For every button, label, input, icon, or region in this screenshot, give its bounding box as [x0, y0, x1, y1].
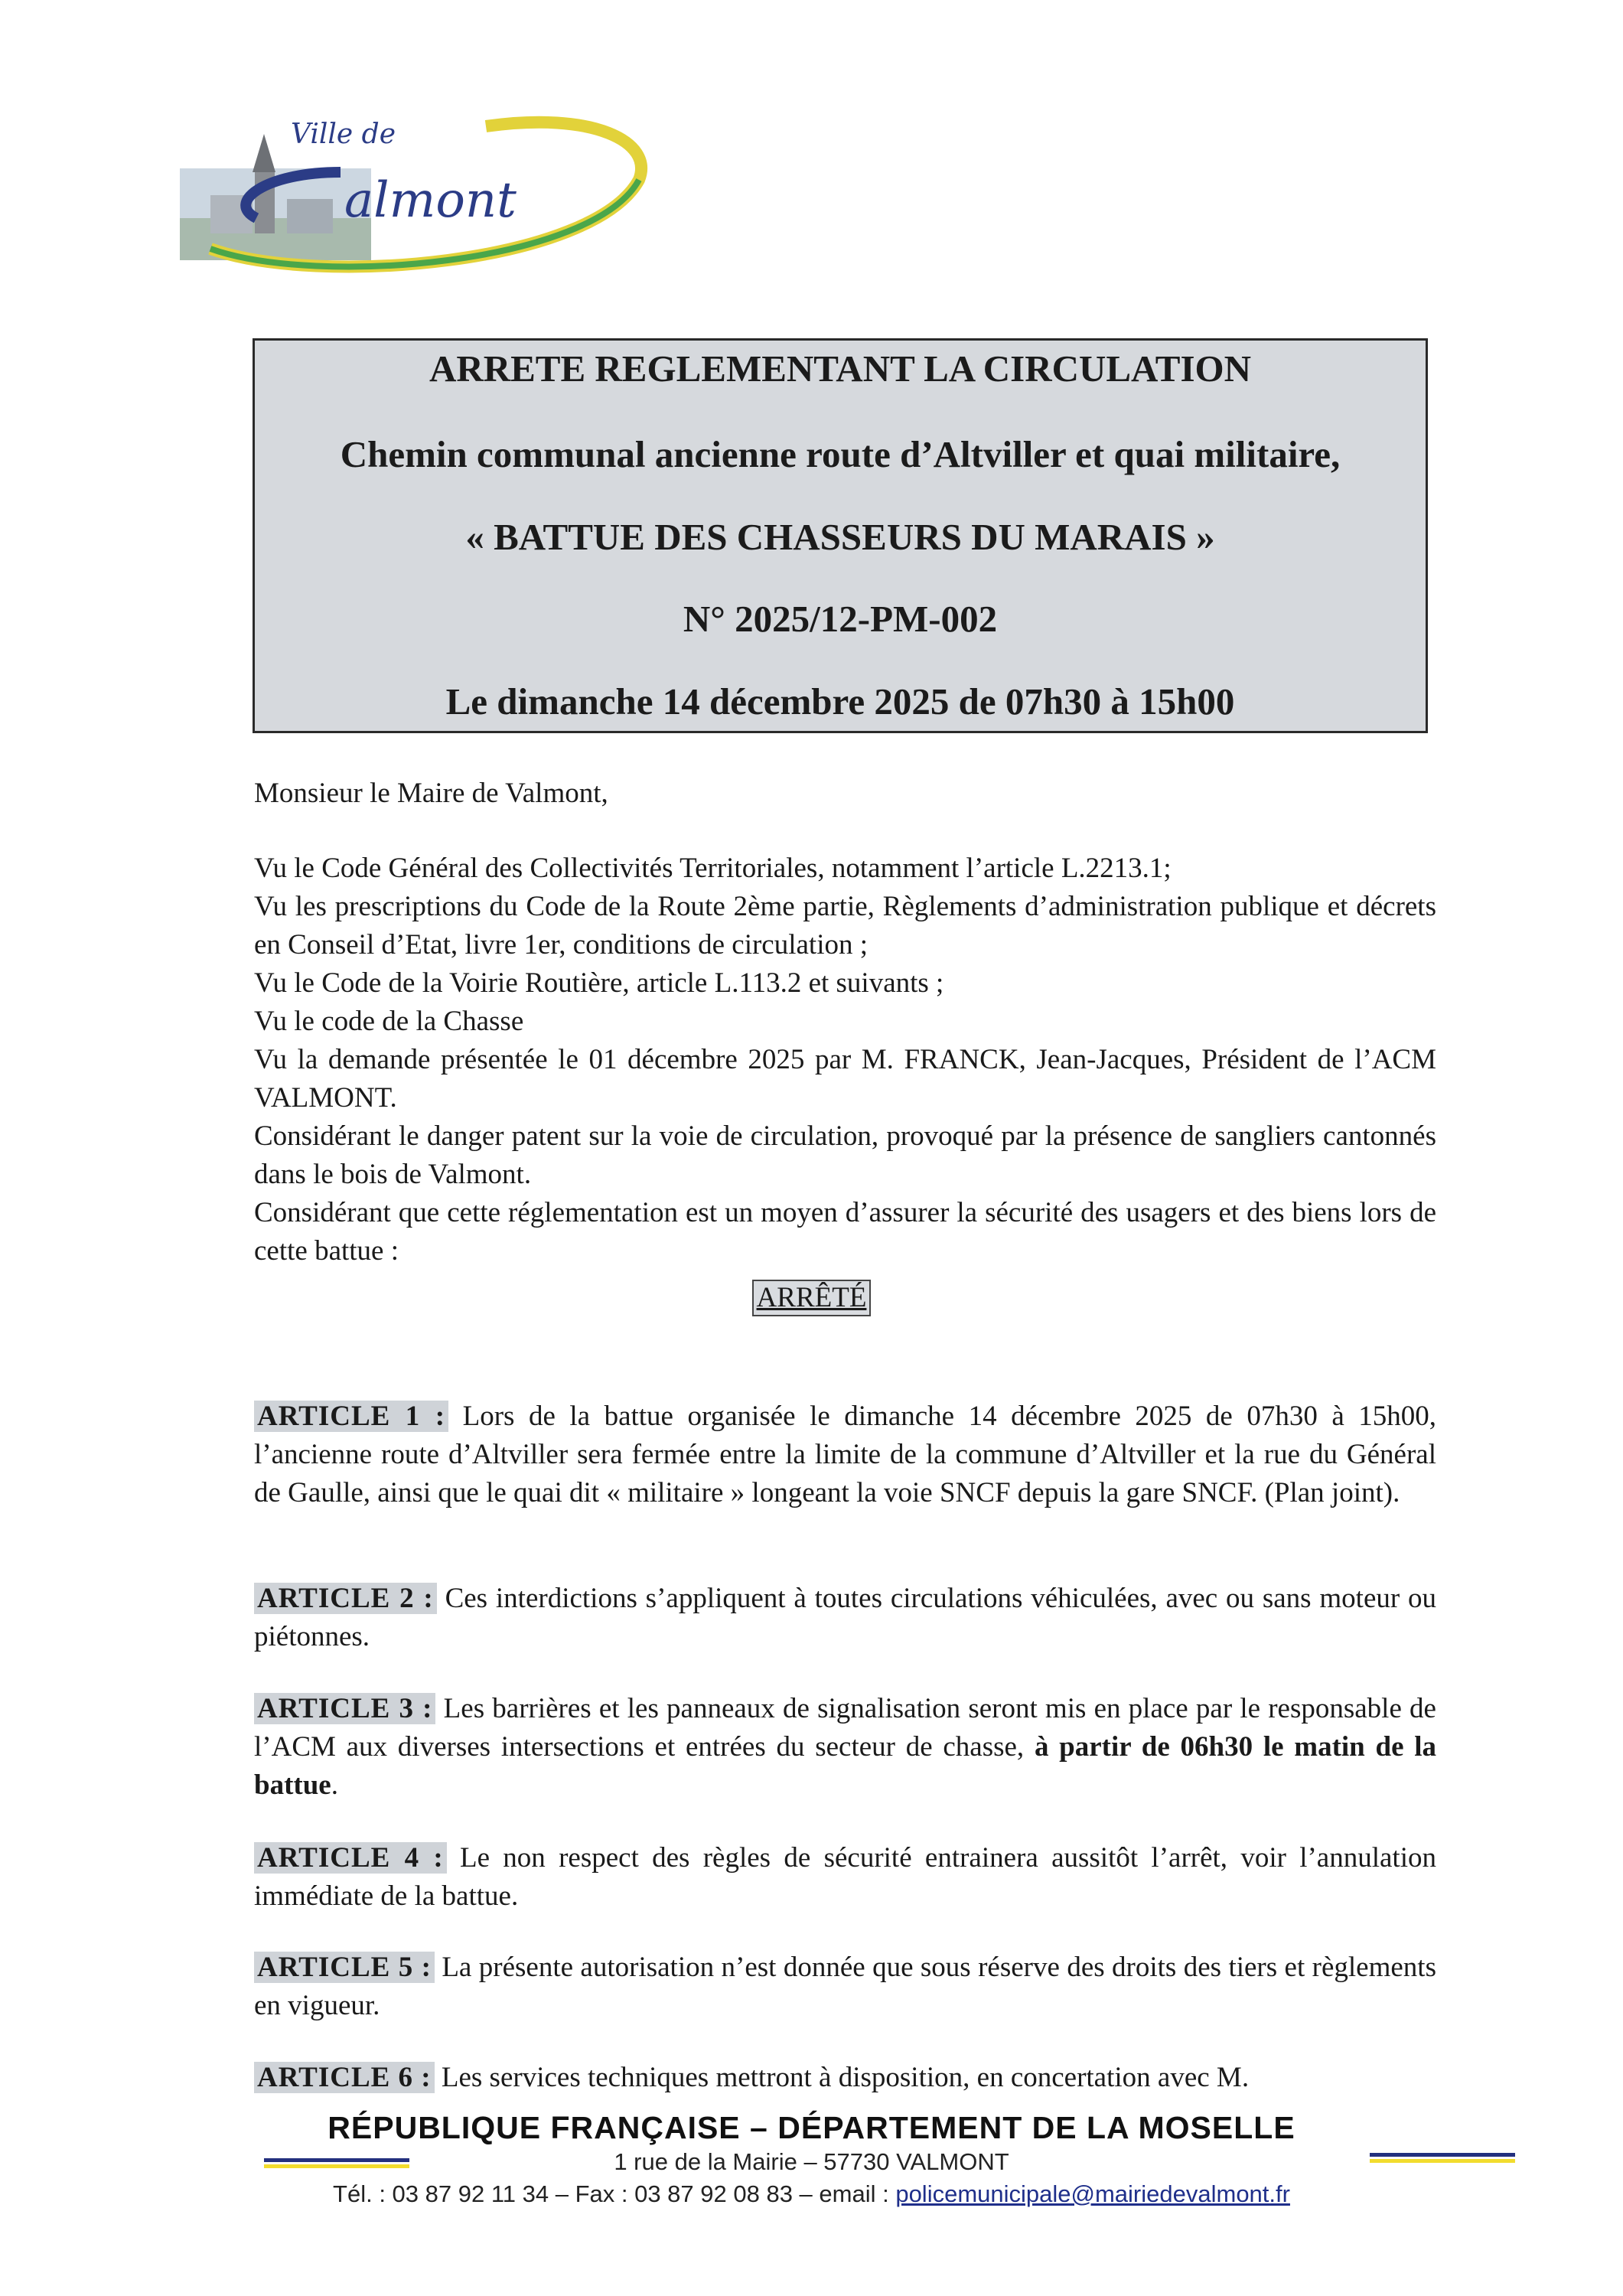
article-text: Les services techniques mettront à disposition, en concertation avec M. — [441, 2062, 1250, 2093]
title-line-5: Le dimanche 14 décembre 2025 de 07h30 à 15h00 — [445, 680, 1235, 722]
footer-republique: RÉPUBLIQUE FRANÇAISE – DÉPARTEMENT DE LA MOSELLE — [328, 2110, 1295, 2145]
consideration-item: Vu le Code Général des Collectivités Territoriales, notamment l’article L.2213.1; — [254, 853, 1172, 884]
article-text: Les barrières et les panneaux de signalisation seront mis en place par le responsable de l’ACM aux diverses intersections et entrées du secteur de chasse, — [254, 1693, 1436, 1763]
article-text: Le non respect des règles de sécurité entrainera aussitôt l’arrêt, voir l’annulation immédiate de la battue. — [254, 1842, 1436, 1912]
article-4 — [254, 1839, 1436, 1916]
title-box — [253, 338, 1428, 733]
consideration-item: Vu le code de la Chasse — [254, 1006, 524, 1037]
valmont-logo — [165, 96, 654, 283]
article-text: La présente autorisation n’est donnée que sous réserve des droits des tiers et règlements en vigueur. — [254, 1952, 1436, 2021]
article-label: ARTICLE 2 : — [254, 1583, 437, 1614]
logo-text-valmont: almont — [344, 172, 517, 229]
consideration-item: Vu le Code de la Voirie Routière, article L.113.2 et suivants ; — [254, 967, 944, 999]
footer-phone-fax: Tél. : 03 87 92 11 34 – Fax : 03 87 92 08 83 – email : — [333, 2180, 896, 2207]
title-line-3: « BATTUE DES CHASSEURS DU MARAIS » — [465, 516, 1215, 558]
article-label: ARTICLE 6 : — [254, 2062, 435, 2093]
preamble — [254, 775, 1436, 1270]
footer — [0, 2108, 1623, 2211]
arrete-heading — [0, 1280, 1623, 1316]
footer-address: 1 rue de la Mairie – 57730 VALMONT — [614, 2148, 1009, 2175]
article-text: Lors de la battue organisée le dimanche 14 décembre 2025 de 07h30 à 15h00, l’ancienne route d’Altviller sera fermée entre la limite de la commune d’Altviller et la rue du Général de Gaulle, ainsi que le quai dit « militaire » longeant la voie SNCF depuis la gare SNCF. (Plan joint). — [254, 1401, 1436, 1508]
article-bold-text: à partir de 06h30 le matin de la battue — [254, 1731, 1437, 1801]
church-steeple — [253, 134, 275, 172]
consideration-item: Vu les prescriptions du Code de la Route 2ème partie, Règlements d’administration publique et décrets en Conseil d’Etat, livre 1er, conditions de circulation ; — [254, 891, 1436, 960]
article-3 — [254, 1690, 1436, 1805]
title-line-4: N° 2025/12-PM-002 — [683, 598, 998, 640]
logo-text-ville-de: Ville de — [291, 119, 396, 150]
article-label: ARTICLE 1 : — [254, 1401, 448, 1432]
article-label: ARTICLE 4 : — [254, 1842, 447, 1874]
article-2 — [254, 1580, 1436, 1656]
consideration-item: Vu la demande présentée le 01 décembre 2025 par M. FRANCK, Jean-Jacques, Président de l’ACM VALMONT. — [254, 1044, 1436, 1114]
article-label: ARTICLE 5 : — [254, 1952, 435, 1983]
article-5 — [254, 1949, 1436, 2025]
article-text: Ces interdictions s’appliquent à toutes circulations véhiculées, avec ou sans moteur ou piétonnes. — [254, 1583, 1437, 1652]
article-tail: . — [331, 1769, 338, 1801]
article-6 — [254, 2059, 1436, 2097]
footer-contact — [0, 2177, 1623, 2211]
arrete-heading-text: ARRÊTÉ — [752, 1280, 872, 1316]
title-line-2: Chemin communal ancienne route d’Altviller et quai militaire, — [340, 433, 1341, 475]
title-line-1: ARRETE REGLEMENTANT LA CIRCULATION — [429, 347, 1252, 390]
footer-email-link[interactable]: policemunicipale@mairiedevalmont.fr — [895, 2180, 1290, 2207]
article-1 — [254, 1397, 1436, 1512]
salutation: Monsieur le Maire de Valmont, — [254, 778, 608, 809]
consideration-item: Considérant que cette réglementation est un moyen d’assurer la sécurité des usagers et des biens lors de cette battue : — [254, 1197, 1436, 1267]
consideration-item: Considérant le danger patent sur la voie de circulation, provoqué par la présence de sangliers cantonnés dans le bois de Valmont. — [254, 1120, 1436, 1190]
article-label: ARTICLE 3 : — [254, 1693, 435, 1724]
